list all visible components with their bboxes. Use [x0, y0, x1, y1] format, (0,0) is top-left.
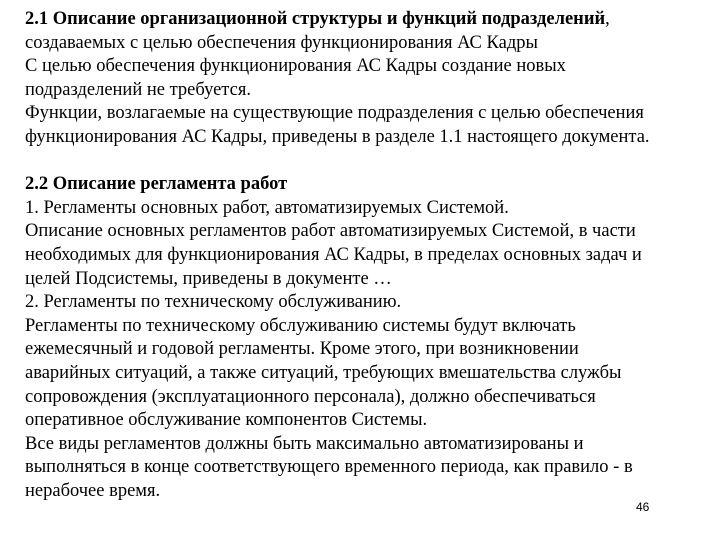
- paragraph-line: нерабочее время.: [25, 480, 161, 501]
- page-number: 46: [636, 500, 650, 514]
- paragraph-line: ежемесячный и годовой регламенты. Кроме этого, при возникновении: [25, 339, 579, 360]
- paragraph-line: оперативное обслуживание компонентов Системы.: [25, 410, 428, 431]
- section-2-1-heading: [25, 8, 715, 32]
- paragraph-line: 1. Регламенты основных работ, автоматизируемых Системой.: [25, 197, 509, 218]
- section-2-1-title-tail: ,: [605, 9, 610, 29]
- section-2-1-title: Описание организационной структуры и функций подразделений: [52, 9, 606, 29]
- paragraph-line: Регламенты по техническому обслуживанию системы будут включать: [25, 315, 576, 336]
- section-2-1-number: 2.1: [25, 9, 49, 29]
- paragraph-spacer: [25, 150, 715, 174]
- document-text: [25, 8, 715, 503]
- paragraph-line: Все виды регламентов должны быть максимально автоматизированы и: [25, 433, 584, 454]
- paragraph-line: аварийных ситуаций, а также ситуаций, требующих вмешательства службы: [25, 362, 622, 383]
- paragraph-line: функционирования АС Кадры, приведены в разделе 1.1 настоящего документа.: [25, 126, 650, 147]
- paragraph-line: сопровождения (эксплуатационного персонала), должно обеспечиваться: [25, 386, 596, 407]
- paragraph-line: Функции, возлагаемые на существующие подразделения с целью обеспечения: [25, 103, 644, 124]
- section-2-2-number: 2.2: [25, 174, 49, 195]
- section-2-2-title: Описание регламента работ: [52, 174, 288, 195]
- paragraph-line: целей Подсистемы, приведены в документе …: [25, 268, 392, 289]
- paragraph-line: Описание основных регламентов работ автоматизируемых Системой, в части: [25, 221, 636, 242]
- paragraph-line: 2. Регламенты по техническому обслуживанию.: [25, 292, 402, 313]
- section-2-2-heading: [25, 173, 715, 197]
- paragraph-line: С целью обеспечения функционирования АС Кадры создание новых: [25, 56, 566, 77]
- paragraph-line: подразделений не требуется.: [25, 79, 251, 100]
- paragraph-line: необходимых для функционирования АС Кадры, в пределах основных задач и: [25, 244, 642, 265]
- paragraph-line: выполняться в конце соответствующего временного периода, как правило - в: [25, 457, 633, 478]
- paragraph-line: создаваемых с целью обеспечения функционирования АС Кадры: [25, 32, 538, 53]
